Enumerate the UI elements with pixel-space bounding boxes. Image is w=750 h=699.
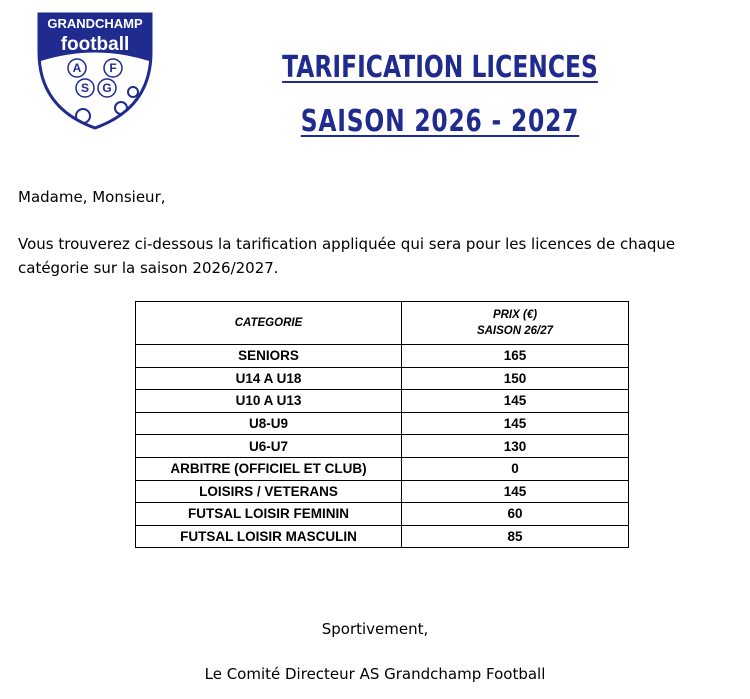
category-cell: FUTSAL LOISIR FEMININ <box>136 503 402 526</box>
table-row <box>136 525 629 548</box>
intro-paragraph: Vous trouverez ci-dessous la tarification appliquée qui sera pour les licences de chaque catégorie sur la saison 2026/2027. <box>18 235 676 277</box>
price-table <box>135 301 629 548</box>
table-row <box>136 412 629 435</box>
header-price-line1: PRIX (€) <box>492 309 538 321</box>
category-cell: U14 A U18 <box>136 367 402 390</box>
category-cell: U8-U9 <box>136 412 402 435</box>
table-row <box>136 480 629 503</box>
price-cell: 150 <box>402 367 629 390</box>
title-line-1: TARIFICATION LICENCES <box>282 50 598 85</box>
ball-icon <box>128 87 138 97</box>
category-cell: LOISIRS / VETERANS <box>136 480 402 503</box>
table-row <box>136 435 629 458</box>
table-row <box>136 345 629 368</box>
price-cell: 165 <box>402 345 629 368</box>
signature: Le Comité Directeur AS Grandchamp Football <box>204 665 546 683</box>
price-cell: 145 <box>402 480 629 503</box>
logo-letter: A <box>72 61 82 75</box>
greeting: Madame, Monsieur, <box>18 188 166 206</box>
closing: Sportivement, <box>321 620 429 638</box>
price-cell: 130 <box>402 435 629 458</box>
category-cell: U6-U7 <box>136 435 402 458</box>
club-logo <box>33 8 157 132</box>
price-cell: 85 <box>402 525 629 548</box>
category-cell: SENIORS <box>136 345 402 368</box>
logo-top-text: GRANDCHAMP <box>47 16 143 31</box>
header-price-line2: SAISON 26/27 <box>476 325 554 337</box>
price-cell: 145 <box>402 412 629 435</box>
table-row <box>136 367 629 390</box>
header-category: CATEGORIE <box>136 302 402 345</box>
price-cell: 0 <box>402 457 629 480</box>
table-row <box>136 390 629 413</box>
category-cell: FUTSAL LOISIR MASCULIN <box>136 525 402 548</box>
title-line-2: SAISON 2026 - 2027 <box>300 104 580 139</box>
category-cell: U10 A U13 <box>136 390 402 413</box>
logo-letter: S <box>80 81 90 95</box>
logo-letter: F <box>109 61 117 75</box>
header-price <box>402 302 629 345</box>
logo-word: football <box>60 34 130 55</box>
table-header-row <box>136 302 629 345</box>
price-cell: 60 <box>402 503 629 526</box>
logo-letter: G <box>102 81 112 95</box>
table-row <box>136 503 629 526</box>
category-cell: ARBITRE (OFFICIEL ET CLUB) <box>136 457 402 480</box>
price-cell: 145 <box>402 390 629 413</box>
table-row <box>136 457 629 480</box>
